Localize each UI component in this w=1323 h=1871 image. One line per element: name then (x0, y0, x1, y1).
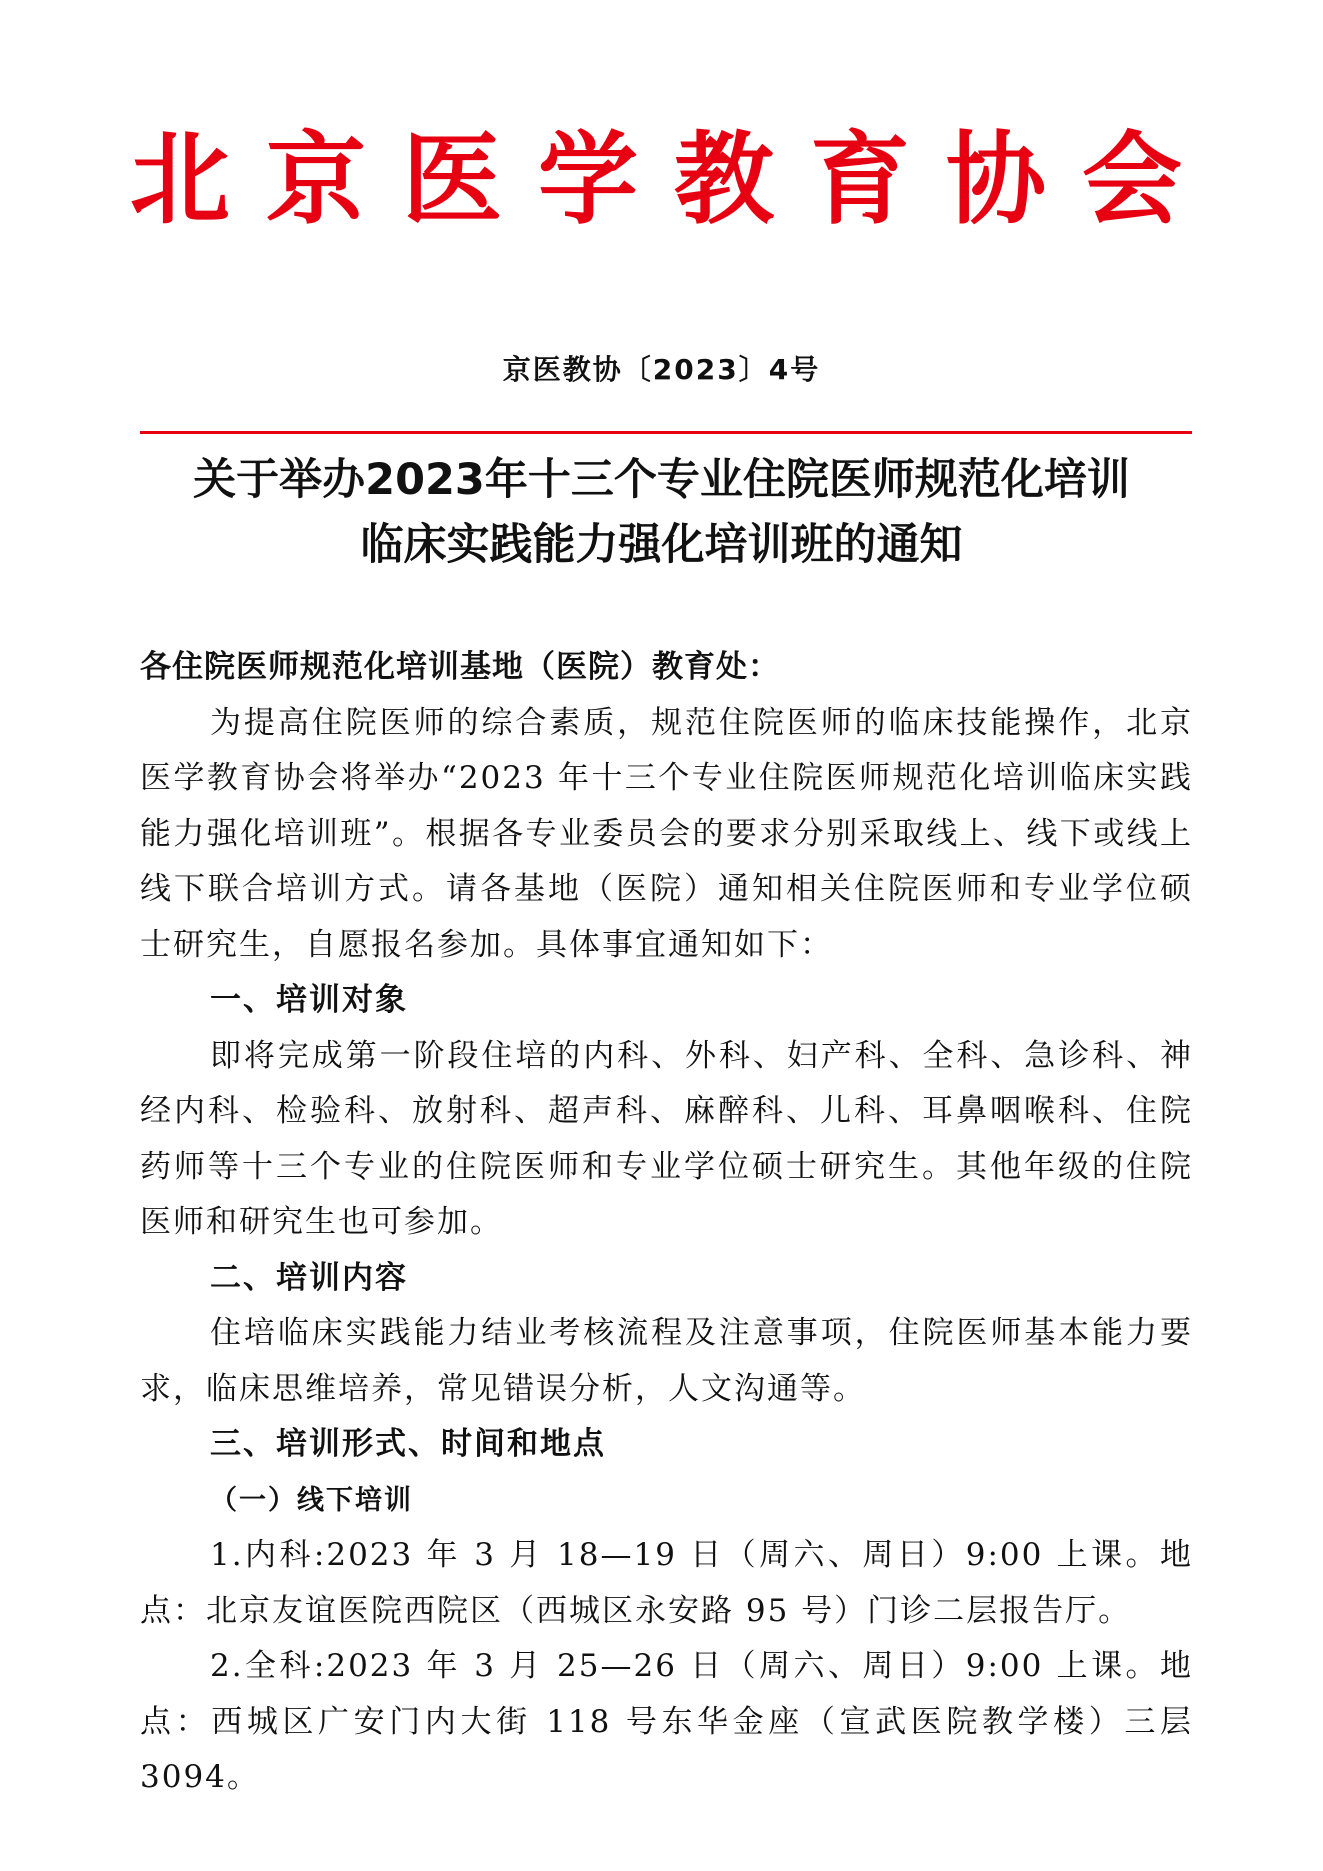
document-body (140, 640, 1193, 1806)
section-2-heading: 二、培训内容 (210, 1259, 408, 1296)
subsection-offline-heading: （一）线下培训 (210, 1484, 413, 1516)
red-divider-line (140, 431, 1192, 434)
section-1-heading: 一、培训对象 (210, 982, 408, 1018)
organization-title: 北京医学教育协会 (130, 121, 1218, 238)
item-internal-medicine: 1.内科:2023 年 3 月 18—19 日（周六、周日）9:00 上课。地点：北京友谊医院西院区（西城区永安路 95 号）门诊二层报告厅。 (140, 1537, 1193, 1629)
item-general-practice: 2.全科:2023 年 3 月 25—26 日（周六、周日）9:00 上课。地点：西城区广安门内大街 118 号东华金座（宣武医院教学楼）三层 3094。 (140, 1648, 1193, 1795)
section-3-heading: 三、培训形式、时间和地点 (210, 1426, 606, 1462)
headline-line-1: 关于举办2023年十三个专业住院医师规范化培训 (193, 455, 1130, 505)
document-number: 京医教协〔2023〕4号 (502, 353, 821, 386)
section-2-paragraph: 住培临床实践能力结业考核流程及注意事项，住院医师基本能力要求，临床思维培养，常见错误分析，人文沟通等。 (140, 1315, 1193, 1407)
salutation: 各住院医师规范化培训基地（医院）教育处： (140, 649, 780, 685)
section-1-paragraph: 即将完成第一阶段住培的内科、外科、妇产科、全科、急诊科、神经内科、检验科、放射科、超声科、麻醉科、儿科、耳鼻咽喉科、住院药师等十三个专业的住院医师和专业学位硕士研究生。其他年级的住院医师和研究生也可参加。 (140, 1037, 1193, 1240)
headline-line-2: 临床实践能力强化培训班的通知 (360, 520, 963, 570)
intro-paragraph: 为提高住院医师的综合素质，规范住院医师的临床技能操作，北京医学教育协会将举办“2023 年十三个专业住院医师规范化培训临床实践能力强化培训班”。根据各专业委员会的要求分别采取线上、线下或线上线下联合培训方式。请各基地（医院）通知相关住院医师和专业学位硕士研究生，自愿报名参加。具体事宜通知如下： (140, 704, 1193, 963)
notice-headline (130, 448, 1193, 578)
